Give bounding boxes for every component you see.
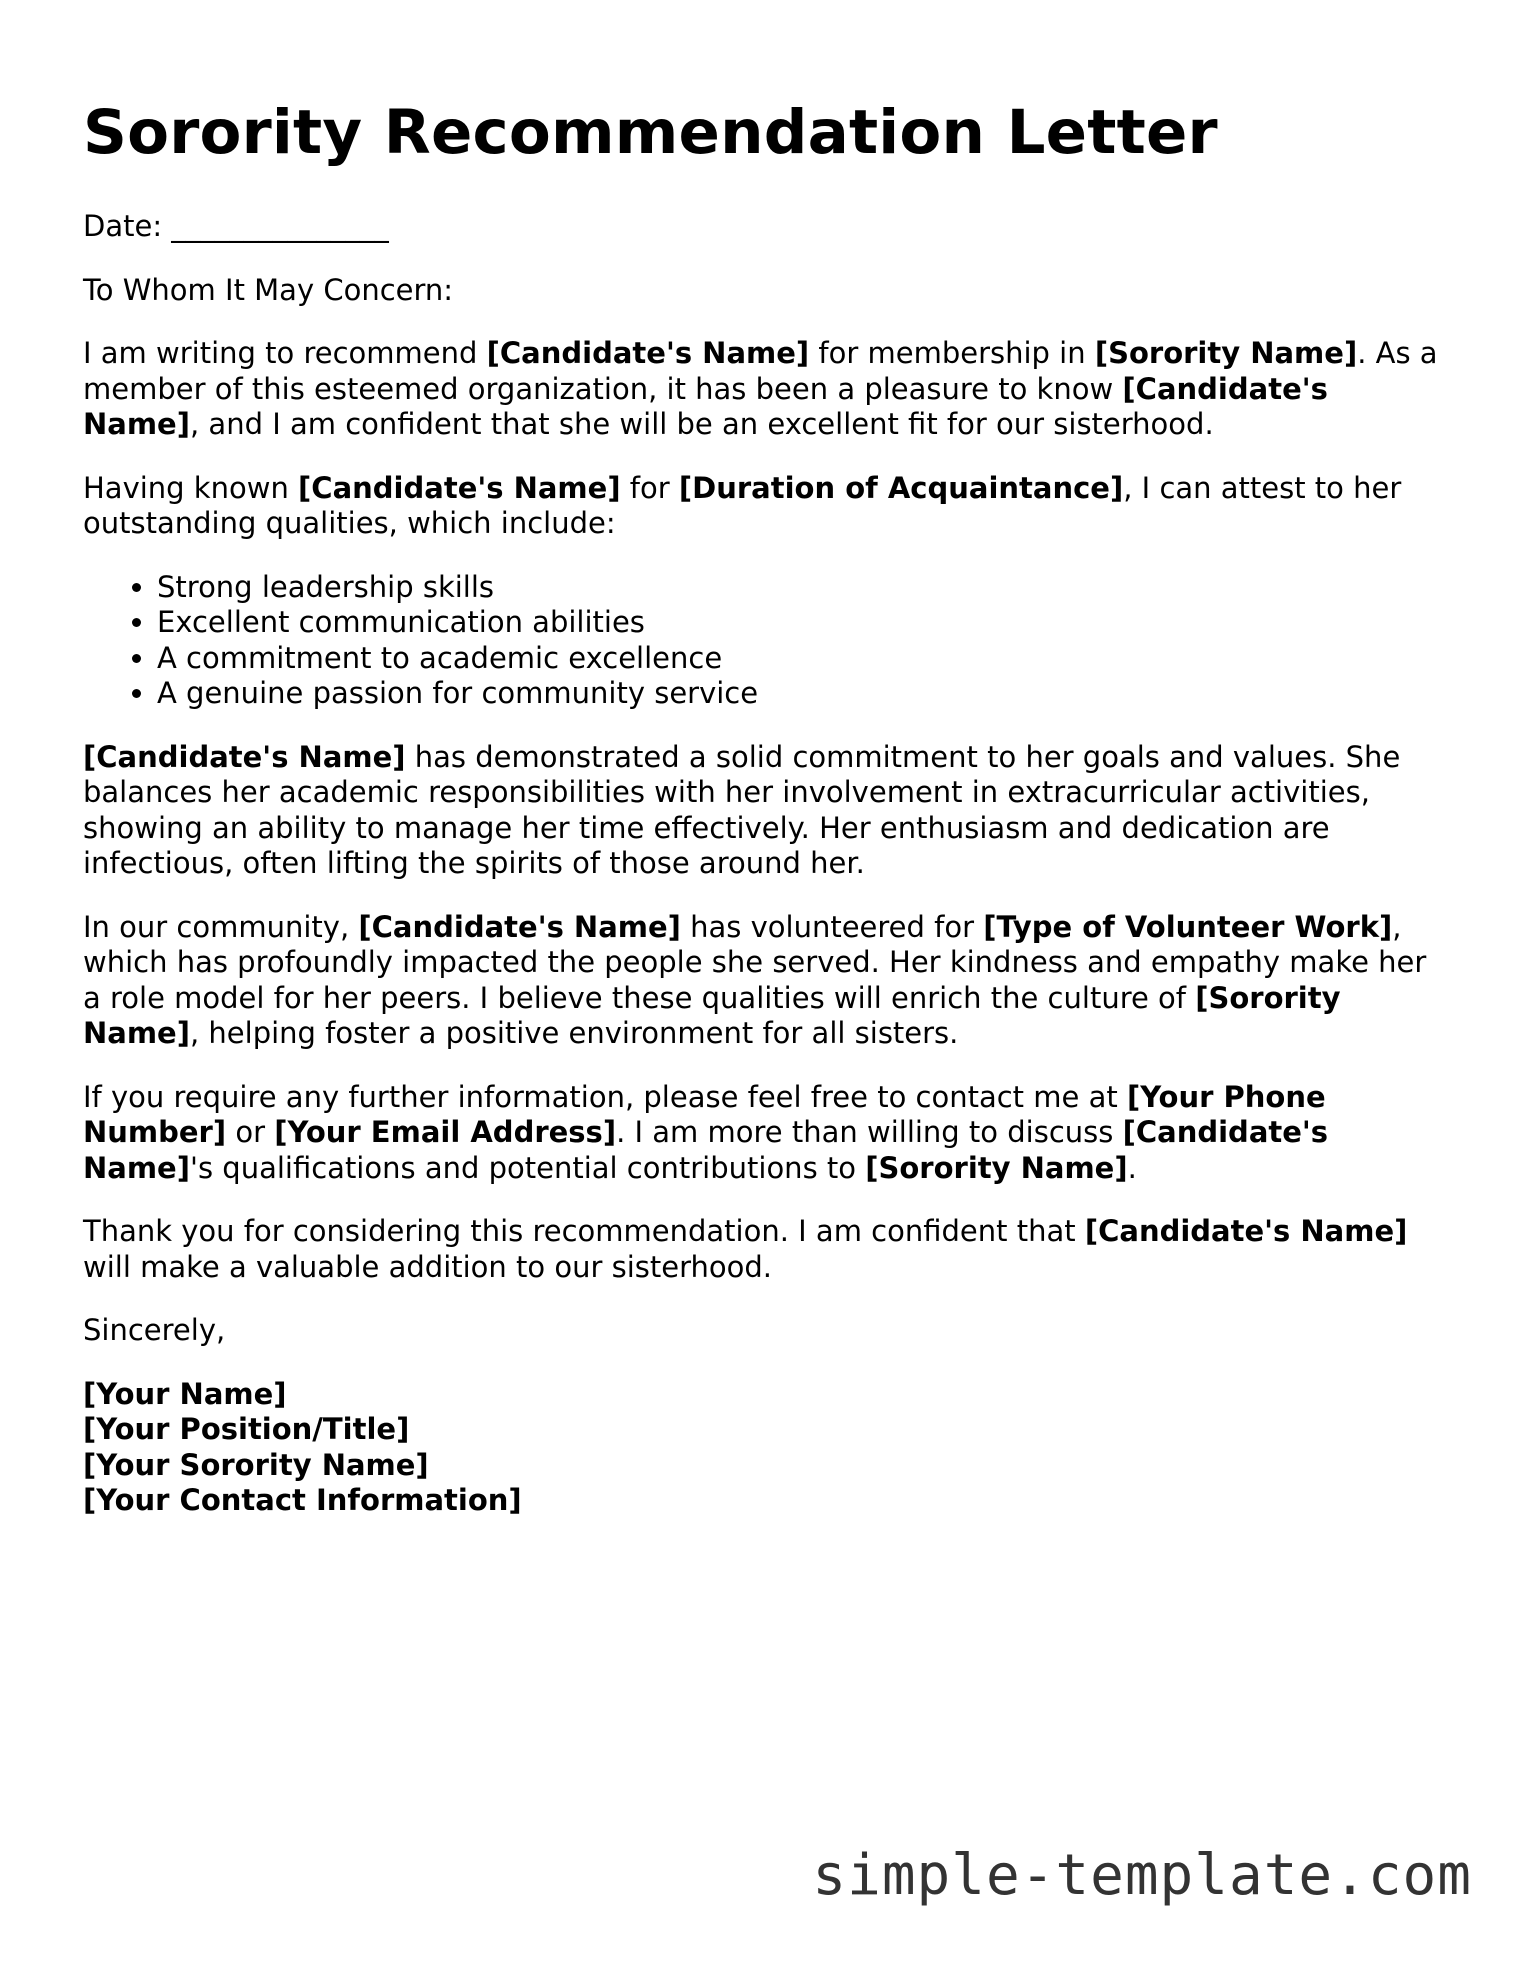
page-title: Sorority Recommendation Letter	[83, 97, 1218, 168]
closing: Sincerely,	[83, 1313, 226, 1348]
text-segment: I am writing to recommend	[83, 336, 487, 371]
paragraph-contact	[83, 1080, 1443, 1187]
date-line: Date: _______________	[83, 209, 389, 244]
text-segment: If you require any further information, please feel free to contact me at	[83, 1079, 1127, 1114]
placeholder-sorority-name: [Sorority Name]	[1094, 336, 1358, 371]
text-segment: , and I am confident that she will be an excellent fit for our sisterhood.	[189, 407, 1214, 442]
placeholder-candidate-name: [Candidate's Name]	[486, 336, 810, 371]
text-segment: has demonstrated a solid commitment to her goals and values. She balances her academic responsibilities with her involvement in extracurricular activities, showing an ability to manage her time effectively. Her enthusiasm and dedication are infectious, often lifting the spirits of those around her.	[83, 739, 1401, 881]
list-item: • Strong leadership skills	[157, 570, 1443, 606]
placeholder-candidate-name: [Candidate's Name]	[1084, 1214, 1408, 1249]
salutation: To Whom It May Concern:	[83, 272, 454, 307]
placeholder-candidate-name: [Candidate's Name]	[83, 1115, 1329, 1185]
text-segment: 's qualifications and potential contributions to	[189, 1150, 866, 1185]
placeholder-phone-number: [Your Phone Number]	[83, 1079, 1326, 1150]
letter-page	[83, 96, 1443, 1519]
text-segment: for membership in	[809, 336, 1095, 371]
text-segment: , which has profoundly impacted the people she served. Her kindness and empathy make her a role model for her peers. I believe these qualities will enrich the culture of	[83, 909, 1427, 1015]
placeholder-duration: [Duration of Acquaintance]	[678, 470, 1124, 505]
signature-position: [Your Position/Title]	[83, 1412, 410, 1447]
paragraph-community	[83, 910, 1443, 1052]
paragraph-acquaintance	[83, 471, 1443, 542]
list-item: • Excellent communication abilities	[157, 605, 1443, 641]
text-segment: . I am more than willing to discuss	[616, 1115, 1123, 1150]
placeholder-candidate-name: [Candidate's Name]	[83, 739, 406, 774]
placeholder-candidate-name: [Candidate's Name]	[358, 909, 681, 944]
list-item: • A genuine passion for community service	[157, 676, 1443, 712]
placeholder-candidate-name: [Candidate's Name]	[298, 470, 621, 505]
text-segment: .	[1127, 1150, 1137, 1185]
placeholder-sorority-name: [Sorority Name]	[865, 1150, 1128, 1185]
signature-sorority: [Your Sorority Name]	[83, 1447, 429, 1482]
paragraph-introduction	[83, 336, 1443, 443]
watermark: simple-template.com	[812, 1843, 1472, 1908]
text-segment: In our community,	[83, 909, 359, 944]
text-segment: Thank you for considering this recommendation. I am confident that	[83, 1214, 1085, 1249]
placeholder-email-address: [Your Email Address]	[274, 1115, 617, 1150]
text-segment: will make a valuable addition to our sisterhood.	[83, 1249, 773, 1284]
signature-contact: [Your Contact Information]	[83, 1483, 522, 1518]
text-segment: . As a member of this esteemed organization, it has been a pleasure to know	[83, 336, 1438, 406]
placeholder-candidate-name: [Candidate's Name]	[83, 371, 1328, 442]
text-segment: Having known	[83, 470, 299, 505]
qualities-list	[83, 570, 1443, 712]
paragraph-commitment	[83, 740, 1443, 882]
text-segment: has volunteered for	[680, 909, 984, 944]
text-segment: or	[226, 1115, 275, 1150]
text-segment: , I can attest to her outstanding qualities, which include:	[83, 470, 1402, 541]
signature-name: [Your Name]	[83, 1376, 287, 1411]
text-segment: , helping foster a positive environment for all sisters.	[189, 1016, 959, 1051]
placeholder-volunteer-work: [Type of Volunteer Work]	[983, 909, 1393, 944]
paragraph-thanks	[83, 1214, 1443, 1285]
signature-block	[83, 1377, 1443, 1519]
text-segment: for	[620, 470, 679, 505]
list-item: • A commitment to academic excellence	[157, 641, 1443, 677]
placeholder-sorority-name: [Sorority Name]	[83, 980, 1341, 1051]
